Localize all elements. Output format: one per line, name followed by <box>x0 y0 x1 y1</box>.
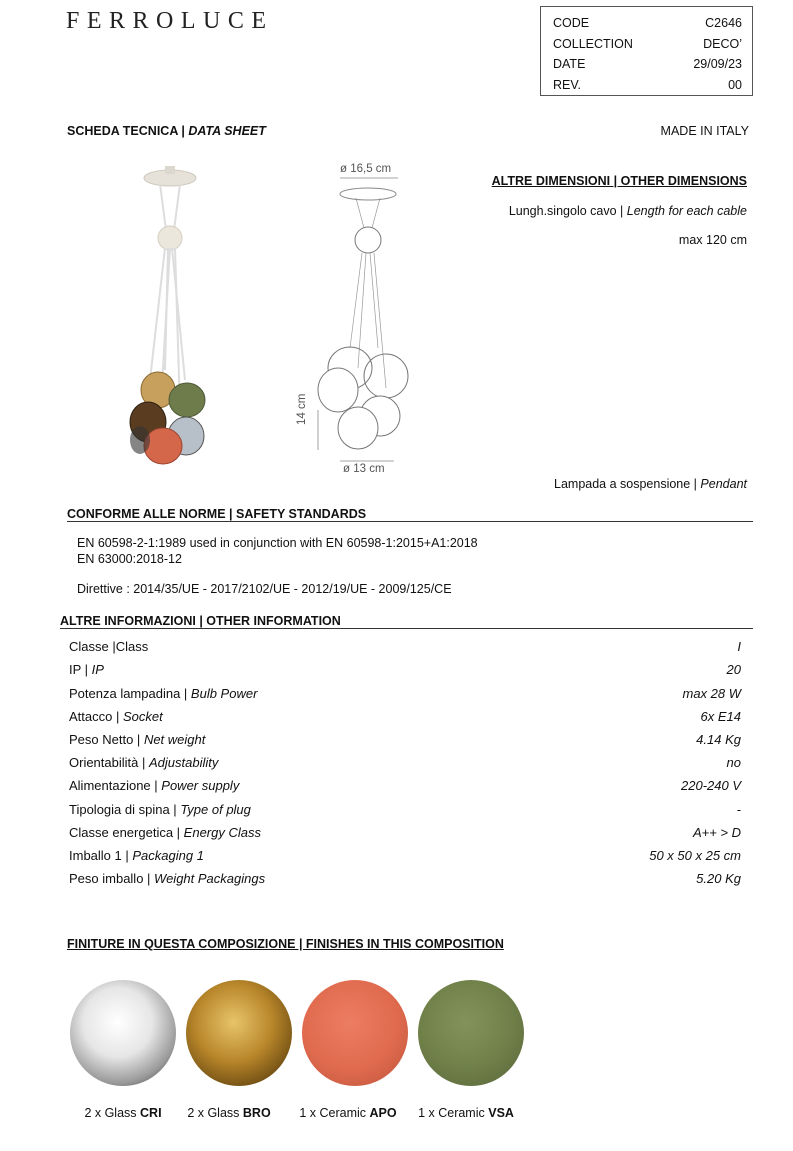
finish-label-apo: 1 x Ceramic APO <box>299 1106 397 1120</box>
other-dimensions-heading: ALTRE DIMENSIONI | OTHER DIMENSIONS <box>491 174 747 188</box>
safety-standards-heading: CONFORME ALLE NORME | SAFETY STANDARDS <box>67 507 367 521</box>
page-title: SCHEDA TECNICA | DATA SHEET <box>67 124 266 138</box>
spec-row-power-supply: Alimentazione | Power supply 220-240 V <box>69 778 741 793</box>
info-row-date: DATE 29/09/23 <box>553 57 742 71</box>
cable-length-label: Lungh.singolo cavo | Length for each cable <box>508 204 747 218</box>
dimension-top: ø 16,5 cm <box>340 163 392 175</box>
spec-row-bulb-power: Potenza lampadina | Bulb Power max 28 W <box>69 686 741 701</box>
standard-line-2: EN 63000:2018-12 <box>77 552 182 566</box>
other-info-divider <box>60 628 753 629</box>
finish-swatch-vsa <box>418 980 524 1086</box>
other-information-heading: ALTRE INFORMAZIONI | OTHER INFORMATION <box>60 614 341 628</box>
finish-swatch-cri <box>70 980 176 1086</box>
info-row-code: CODE C2646 <box>553 16 742 30</box>
dimension-bottom: ø 13 cm <box>343 463 385 475</box>
spec-row-adjustability: Orientabilità | Adjustability no <box>69 755 741 770</box>
finishes-heading: FINITURE IN QUESTA COMPOSIZIONE | FINISHES IN THIS COMPOSITION <box>67 937 504 951</box>
spec-row-ip: IP | IP 20 <box>69 662 741 677</box>
directives-line: Direttive : 2014/35/UE - 2017/2102/UE - 2012/19/UE - 2009/125/CE <box>77 582 452 596</box>
spec-row-class: Classe |Class I <box>69 639 741 654</box>
info-row-rev: REV. 00 <box>553 77 742 92</box>
made-in-label: MADE IN ITALY <box>660 124 749 138</box>
spec-row-socket: Attacco | Socket 6x E14 <box>69 709 741 724</box>
standards-divider <box>67 521 753 522</box>
spec-row-packaging-weight: Peso imballo | Weight Packagings 5.20 Kg <box>69 871 741 886</box>
technical-drawing <box>298 158 428 478</box>
cable-length-value: max 120 cm <box>678 233 747 247</box>
finish-swatch-bro <box>186 980 292 1086</box>
finish-label-vsa: 1 x Ceramic VSA <box>418 1106 514 1120</box>
spec-row-net-weight: Peso Netto | Net weight 4.14 Kg <box>69 732 741 747</box>
brand-logo: FERROLUCE <box>66 8 274 34</box>
info-row-collection: COLLECTION DECO’ <box>553 36 742 51</box>
finish-label-cri: 2 x Glass CRI <box>84 1106 162 1120</box>
lamp-type: Lampada a sospensione | Pendant <box>554 477 747 491</box>
spec-row-plug-type: Tipologia di spina | Type of plug - <box>69 802 741 817</box>
document-info-box <box>540 6 753 96</box>
product-photo <box>110 160 230 470</box>
finish-swatch-apo <box>302 980 408 1086</box>
spec-row-energy-class: Classe energetica | Energy Class A++ > D <box>69 825 741 840</box>
standard-line-1: EN 60598-2-1:1989 used in conjunction with EN 60598-1:2015+A1:2018 <box>77 536 478 550</box>
spec-row-packaging: Imballo 1 | Packaging 1 50 x 50 x 25 cm <box>69 848 741 863</box>
finish-label-bro: 2 x Glass BRO <box>187 1106 271 1120</box>
dimension-height: 14 cm <box>296 393 308 425</box>
